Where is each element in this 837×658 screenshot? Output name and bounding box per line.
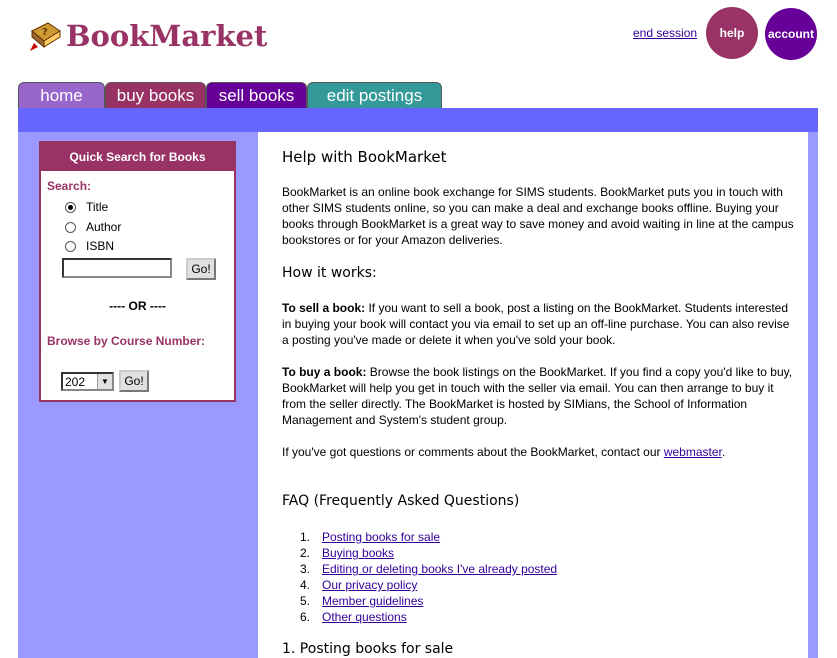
faq-number: 6. bbox=[300, 610, 311, 624]
chevron-down-icon[interactable]: ▼ bbox=[97, 374, 112, 389]
faq-link-other[interactable]: Other questions bbox=[322, 610, 407, 624]
tab-buy-books[interactable]: buy books bbox=[105, 82, 206, 108]
list-item bbox=[300, 529, 557, 545]
right-border bbox=[808, 132, 818, 658]
quick-search-title: Quick Search for Books bbox=[41, 143, 234, 171]
faq-number: 5. bbox=[300, 594, 311, 608]
radio-title-button[interactable] bbox=[65, 202, 76, 213]
page-title: Help with BookMarket bbox=[282, 148, 447, 166]
radio-isbn-label: ISBN bbox=[86, 239, 115, 253]
buy-text: Browse the book listings on the BookMarket. If you find a copy you'd like to buy, BookMarket will help you get in touch with the seller via email. You can then arrange to buy it from the seller directly. The BookMarket is hosted by SIMians, the School of Information Management and System's student group. bbox=[282, 365, 793, 427]
search-go-button[interactable]: Go! bbox=[186, 258, 216, 280]
browse-go-button[interactable]: Go! bbox=[119, 370, 149, 392]
course-number-value: 202 bbox=[65, 374, 86, 389]
list-item bbox=[300, 545, 557, 561]
webmaster-link[interactable]: webmaster bbox=[663, 445, 722, 459]
faq-heading: FAQ (Frequently Asked Questions) bbox=[282, 493, 520, 509]
header-band bbox=[18, 108, 818, 132]
faq-number: 4. bbox=[300, 578, 311, 592]
sell-text: If you want to sell a book, post a listing on the BookMarket. Students interested in buying your book will contact you via email to set up an off-line purchase. You can also revise a posting you've made or delete it when you've sold your book. bbox=[282, 301, 790, 347]
radio-author[interactable] bbox=[65, 220, 121, 234]
sell-lead: To sell a book: bbox=[282, 301, 366, 315]
course-number-select[interactable] bbox=[61, 372, 114, 391]
end-session-link[interactable]: end session bbox=[633, 26, 698, 40]
faq-link-editing[interactable]: Editing or deleting books I've already posted bbox=[322, 562, 558, 576]
faq-number: 1. bbox=[300, 530, 311, 544]
buy-lead: To buy a book: bbox=[282, 365, 367, 379]
faq-link-buying[interactable]: Buying books bbox=[322, 546, 395, 560]
radio-isbn-button[interactable] bbox=[65, 241, 76, 252]
tab-home[interactable]: home bbox=[18, 82, 105, 108]
how-it-works-heading: How it works: bbox=[282, 265, 377, 281]
radio-author-label: Author bbox=[86, 220, 122, 234]
or-separator: ---- OR ---- bbox=[109, 299, 166, 313]
list-item bbox=[300, 577, 557, 593]
faq-number: 2. bbox=[300, 546, 311, 560]
logo[interactable] bbox=[28, 16, 267, 56]
faq-link-guidelines[interactable]: Member guidelines bbox=[322, 594, 424, 608]
sell-paragraph bbox=[282, 300, 797, 348]
radio-isbn[interactable] bbox=[65, 239, 114, 253]
quick-search-box bbox=[39, 141, 236, 402]
search-input[interactable] bbox=[62, 258, 172, 278]
list-item bbox=[300, 593, 557, 609]
svg-text:?: ? bbox=[42, 27, 48, 38]
logo-text: BookMarket bbox=[66, 19, 268, 53]
radio-title-label: Title bbox=[86, 200, 109, 214]
help-button[interactable]: help bbox=[706, 7, 758, 59]
book-logo-icon bbox=[28, 19, 62, 53]
browse-label: Browse by Course Number: bbox=[47, 334, 206, 348]
account-button[interactable]: account bbox=[765, 8, 817, 60]
list-item bbox=[300, 561, 557, 577]
faq-number: 3. bbox=[300, 562, 311, 576]
radio-title[interactable] bbox=[65, 200, 108, 214]
list-item bbox=[300, 609, 557, 625]
contact-paragraph bbox=[282, 444, 797, 460]
tab-edit-postings[interactable]: edit postings bbox=[307, 82, 442, 108]
buy-paragraph bbox=[282, 364, 797, 428]
contact-text: If you've got questions or comments about the BookMarket, contact our bbox=[282, 445, 664, 459]
nav-tabs bbox=[18, 82, 442, 108]
search-label: Search: bbox=[47, 179, 92, 193]
radio-author-button[interactable] bbox=[65, 222, 76, 233]
tab-sell-books[interactable]: sell books bbox=[206, 82, 307, 108]
intro-paragraph: BookMarket is an online book exchange for SIMS students. BookMarket puts you in touch with other SIMS students online, so you can make a deal and exchange books offline. Buying your books through BookMarket is a great way to save money and avoid waiting in line at the campus bookstores or for your Amazon deliveries. bbox=[282, 185, 794, 247]
faq-list bbox=[300, 529, 557, 625]
faq-link-privacy[interactable]: Our privacy policy bbox=[322, 578, 418, 592]
section-heading-posting: 1. Posting books for sale bbox=[282, 641, 454, 657]
faq-link-posting[interactable]: Posting books for sale bbox=[322, 530, 441, 544]
contact-end: . bbox=[721, 445, 726, 459]
